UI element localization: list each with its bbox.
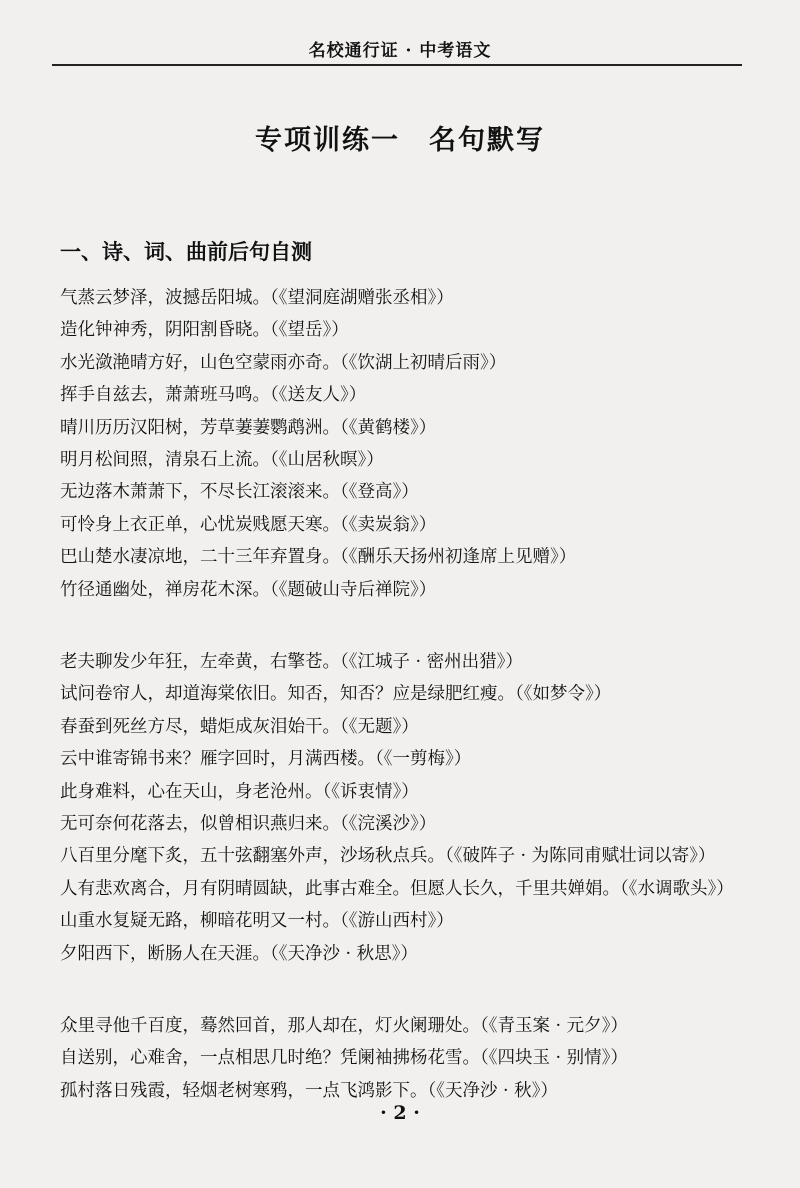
verse-line: 巴山楚水凄凉地，二十三年弃置身。（《酬乐天扬州初逢席上见赠》） [60, 547, 577, 568]
verse-line: 试问卷帘人，却道海棠依旧。知否，知否？应是绿肥红瘦。（《如梦令》） [60, 684, 612, 705]
verse-line: 自送别，心难舍，一点相思几时绝？凭阑袖拂杨花雪。（《四块玉 · 别情》） [60, 1048, 628, 1069]
verse-line: 水光潋滟晴方好，山色空蒙雨亦奇。（《饮湖上初晴后雨》） [60, 352, 507, 373]
verse-line: 孤村落日残霞，轻烟老树寒鸦，一点飞鸿影下。（《天净沙 · 秋》） [60, 1080, 558, 1101]
verse-line: 竹径通幽处，禅房花木深。（《题破山寺后禅院》） [60, 579, 437, 600]
verse-line: 山重水复疑无路，柳暗花明又一村。（《游山西村》） [60, 911, 454, 932]
verse-line: 春蚕到死丝方尽，蜡炬成灰泪始干。（《无题》） [60, 716, 419, 737]
page-number: · 2 · [380, 1102, 420, 1124]
page-title: 专项训练一 名句默写 [255, 125, 545, 156]
section-heading: 一、诗、词、曲前后句自测 [60, 239, 312, 264]
verse-line: 云中谁寄锦书来？雁字回时，月满西楼。（《一剪梅》） [60, 749, 472, 770]
verse-group-1 [60, 282, 576, 606]
verse-line: 人有悲欢离合，月有阴晴圆缺，此事古难全。但愿人长久，千里共婵娟。（《水调歌头》） [60, 878, 734, 899]
header-rule [52, 64, 742, 66]
verse-line: 众里寻他千百度，蓦然回首，那人却在，灯火阑珊处。（《青玉案 · 元夕》） [60, 1016, 628, 1036]
verse-line: 挥手自兹去，萧萧班马鸣。（《送友人》） [60, 385, 367, 406]
verse-line: 明月松间照，清泉石上流。（《山居秋暝》） [60, 449, 384, 470]
verse-line: 造化钟神秀，阴阳割昏晓。（《望岳》） [60, 320, 349, 341]
verse-line: 可怜身上衣正单，心忧炭贱愿天寒。（《卖炭翁》） [60, 514, 437, 535]
verse-line: 老夫聊发少年狂，左牵黄，右擎苍。（《江城子 · 密州出猎》） [60, 652, 523, 672]
verse-line: 无可奈何花落去，似曾相识燕归来。（《浣溪沙》） [60, 813, 437, 834]
verse-line: 夕阳西下，断肠人在天涯。（《天净沙 · 秋思》） [60, 943, 418, 964]
verse-group-2 [60, 646, 734, 970]
verse-line: 八百里分麾下炙，五十弦翻塞外声，沙场秋点兵。（《破阵子 · 为陈同甫赋壮词以寄》） [60, 846, 716, 867]
verse-line: 此身难料，心在天山，身老沧州。（《诉衷情》） [60, 781, 419, 802]
verse-group-3 [60, 1010, 628, 1107]
verse-line: 无边落木萧萧下，不尽长江滚滚来。（《登高》） [60, 482, 419, 503]
running-header: 名校通行证 · 中考语文 [308, 41, 492, 61]
verse-line: 晴川历历汉阳树，芳草萋萋鹦鹉洲。（《黄鹤楼》） [60, 417, 437, 438]
verse-line: 气蒸云梦泽，波撼岳阳城。（《望洞庭湖赠张丞相》） [60, 288, 454, 308]
